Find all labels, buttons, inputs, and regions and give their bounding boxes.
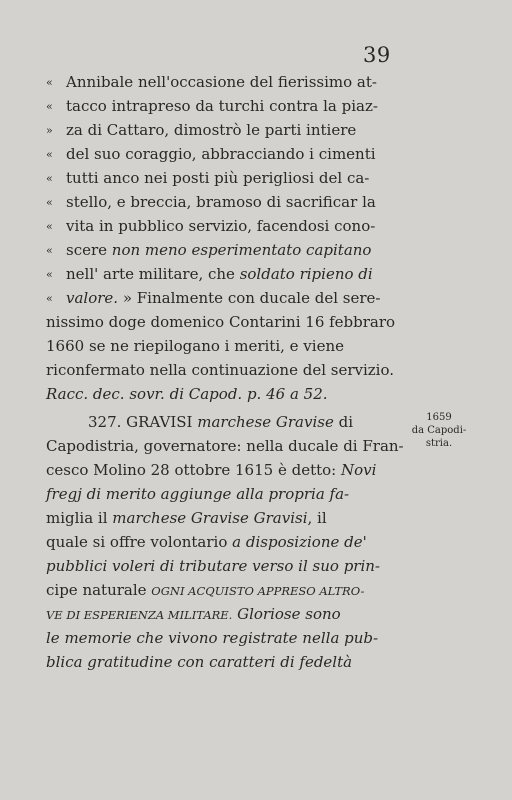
quote-mark: «	[46, 148, 53, 161]
quote-mark: «	[46, 100, 53, 113]
page-number: 39	[363, 43, 391, 67]
line-text: Racc. dec. sovr. di Capod. p. 46 a 52.	[46, 385, 328, 403]
line-text: cipe naturale OGNI ACQUISTO APPRESO ALTRO-	[46, 581, 365, 599]
quote-mark: «	[46, 172, 53, 185]
quote-mark: «	[46, 292, 53, 305]
line-text: za di Cattaro, dimostrò le parti intiere	[66, 121, 357, 139]
line-text: valore. » Finalmente con ducale del sere-	[66, 289, 381, 307]
line-text: fregj di merito aggiunge alla propria fa-	[46, 485, 350, 503]
line-text: Annibale nell'occasione del fierissimo at-	[66, 73, 377, 91]
quote-mark: «	[46, 196, 53, 209]
margin-year: 1659	[426, 412, 452, 423]
line-text: vita in pubblico servizio, facendosi cono-	[66, 217, 376, 235]
line-text: miglia il marchese Gravise Gravisi, il	[46, 509, 327, 527]
line-text: tutti anco nei posti più perigliosi del ca-	[66, 169, 370, 187]
margin-note	[404, 411, 474, 450]
line-text: nissimo doge domenico Contarini 16 febbraro	[46, 313, 396, 331]
line-text: riconfermato nella continuazione del servizio.	[46, 361, 395, 379]
line-text: stello, e breccia, bramoso di sacrificar la	[66, 193, 376, 211]
quote-mark: «	[46, 268, 53, 281]
line-text: scere non meno esperimentato capitano	[66, 241, 372, 259]
line-text: quale si offre volontario a disposizione de'	[46, 533, 367, 551]
line-text: pubblici voleri di tributare verso il suo prin-	[46, 557, 380, 575]
line-text: 1660 se ne riepilogano i meriti, e viene	[46, 337, 344, 355]
quote-mark: «	[46, 76, 53, 89]
quote-mark: «	[46, 244, 53, 257]
margin-place-cont: stria.	[425, 438, 453, 449]
quote-mark: »	[46, 124, 53, 137]
line-text: del suo coraggio, abbracciando i cimenti	[66, 145, 376, 163]
line-text: le memorie che vivono registrate nella pub-	[46, 629, 379, 647]
line-text: Capodistria, governatore: nella ducale di Fran-	[46, 437, 404, 455]
line-text: VE DI ESPERIENZA MILITARE. Gloriose sono	[46, 605, 341, 623]
line-text: cesco Molino 28 ottobre 1615 è detto: Novi	[46, 461, 377, 479]
line-text: 327. GRAVISI marchese Gravise di	[88, 413, 353, 431]
margin-place: da Capodi-	[411, 425, 467, 436]
line-text: tacco intrapreso da turchi contra la piaz-	[66, 97, 378, 115]
quote-mark: «	[46, 220, 53, 233]
line-text: nell' arte militare, che soldato ripieno di	[66, 265, 373, 283]
line-text: blica gratitudine con caratteri di fedeltà	[46, 653, 353, 671]
